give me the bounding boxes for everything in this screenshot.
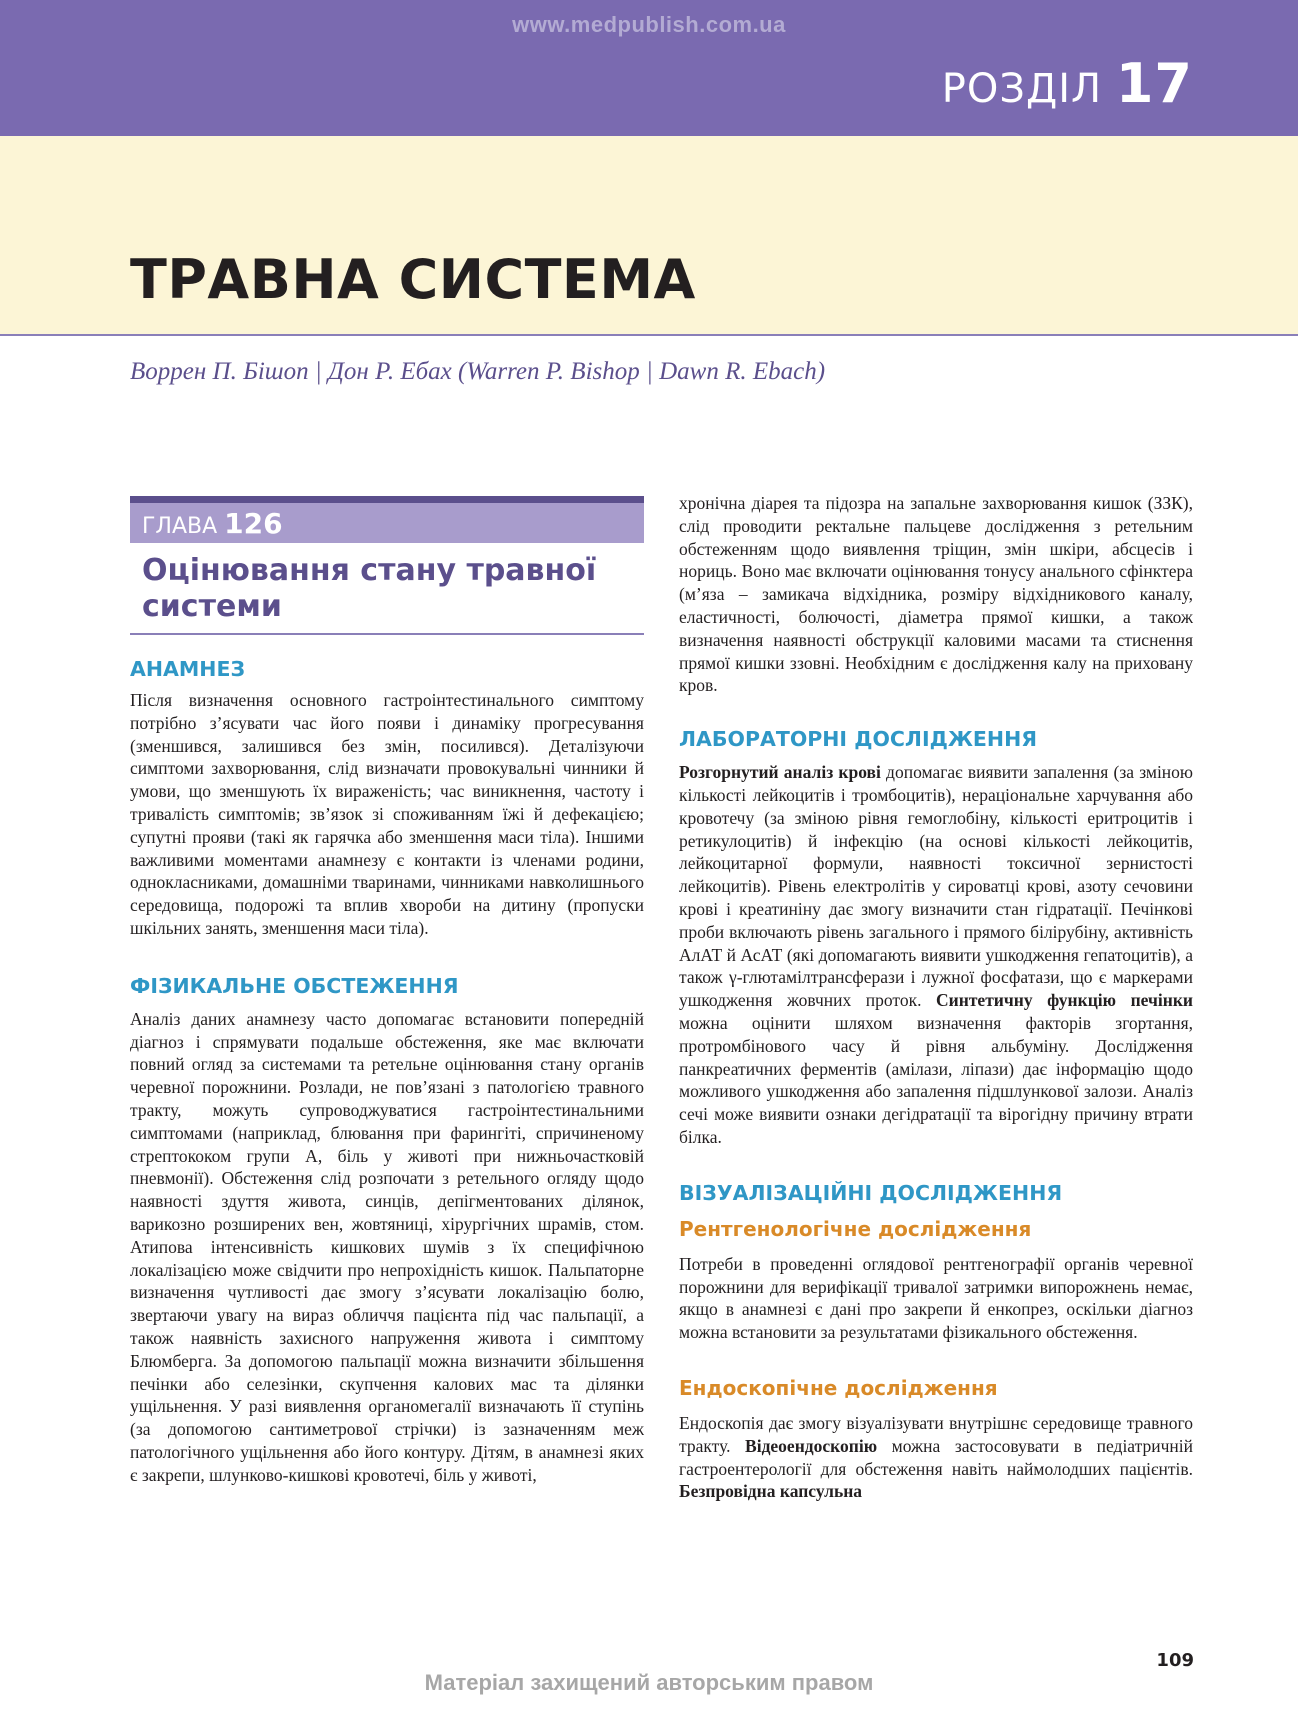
copyright-watermark: Матеріал захищений авторським правом <box>424 1670 874 1695</box>
paragraph-physical-continuation: хронічна діарея та підозра на запальне захворювання кишок (ЗЗК), слід проводити ректальне пальцеве дослідження з ретельним обстеженням щодо виявлення тріщин, змін шкіри, абсцесів і нориць. Воно має включати оцінювання тонусу анального сфінктера (м’яза – замикача відхідника, розміру відхідникового каналу, еластичності, болючості, діаметра прямої кишки, а також визначення наявності обструкції каловими масами та стиснення прямої кишки ззовні. Необхідним є дослідження калу на приховану кров. <box>679 493 1193 696</box>
bold-term: Синтетичну функцію печінки <box>936 990 1193 1011</box>
text-span: можна застосовувати в педіатричній гастроентерології для обстеження навіть наймолодших пацієнтів. <box>679 1435 1193 1479</box>
paragraph-xray: Потреби в проведенні оглядової рентгенографії органів черевної порожнини для верифікації тривалої затримки випорожнень немає, якщо в анамнезі є дані про закрепи й енкопрез, оскільки діагноз можна встановити за результатами фізикального обстеження. <box>679 1253 1193 1343</box>
subheading-xray: Рентгенологічне дослідження <box>679 1216 1032 1241</box>
paragraph-lab <box>679 761 1193 1149</box>
chapter-label: ГЛАВА <box>142 514 218 539</box>
section-heading-lab: ЛАБОРАТОРНІ ДОСЛІДЖЕННЯ <box>679 727 1038 752</box>
section-label <box>942 52 1193 115</box>
chapter-heading: Оцінювання стану травної системи <box>130 543 644 635</box>
text-span: можна оцінити шляхом визначення факторів згортання, протромбінового часу й рівня альбуміну. Дослідження панкреатичних ферментів (амілази, ліпази) дає інформацію щодо можливого ушкодження або запалення підшлункової залози. Аналіз сечі може виявити ознаки дегідратації та вірогідну причину втрати білка. <box>679 1012 1193 1147</box>
bold-term: Безпровідна капсульна <box>679 1481 863 1502</box>
text-span: допомагає виявити запалення (за зміною кількості лейкоцитів і тромбоцитів), нераціональне харчування або кровотечу (за зміною рівня гемоглобіну, кількості еритроцитів і ретикулоцитів) й інфекцію (на основі кількості лейкоцитів, лейкоцитарної формули, наявності токсичної зернистості лейкоцитів). Рівень електролітів у сироватці крові, азоту сечовини крові і креатиніну дає змогу визначити стан гідратації. Печінкові проби включають рівень загального і прямого білірубіну, активність АлАТ й АсАТ (які допомагають виявити ушкодження гепатоцитів), а також γ-глютамілтрансферази і лужної фосфатази, що є маркерами ушкодження жовчних проток. <box>679 762 1193 1011</box>
chapter-title: ТРАВНА СИСТЕМА <box>130 248 696 311</box>
authors: Воррен П. Бішоп | Дон Р. Ебах (Warren P. Bishop | Dawn R. Ebach) <box>130 358 826 385</box>
subheading-endoscopy: Ендоскопічне дослідження <box>679 1375 998 1400</box>
bold-term: Відеоендоскопію <box>745 1435 878 1456</box>
paragraph-physical: Аналіз даних анамнезу часто допомагає встановити попередній діагноз і спрямувати подальше обстеження, яке має включати повний огляд за системами та ретельне оцінювання стану органів черевної порожнини. Розлади, не пов’язані з патологією травного тракту, можуть супроводжуватися гастроінтестинальними симптомами (наприклад, блювання при фарингіті, спричиненому стрептококом групи А, біль у животі при нижньочастковій пневмонії). Обстеження слід розпочати з ретельного огляду щодо наявності здуття живота, синців, депігментованих ділянок, варикозно розширених вен, жовтяниці, хірургічних шрамів, стом. Атипова інтенсивність кишкових шумів з їх специфічною локалізацією може свідчити про непрохідність кишок. Пальпаторне визначення чутливості дає змогу з’ясувати локалізацію болю, звертаючи увагу на вираз обличчя пацієнта під час пальпації, а також наявність захисного напруження живота і симптому Блюмберга. За допомогою пальпації можна визначити збільшення печінки або селезінки, скупчення калових мас та ділянки ущільнення. У разі виявлення органомегалії визначають її ступінь (за допомогою сантиметрової стрічки) із зазначенням меж патологічного ущільнення або його контуру. Дітям, в анамнезі яких є закрепи, шлунково-кишкові кровотечі, біль у животі, <box>130 1008 644 1485</box>
right-column <box>679 492 1193 1503</box>
paragraph-anamnesis: Після визначення основного гастроінтестинального симптому потрібно з’ясувати час його появи і динаміку прогресування (зменшився, залишився без змін, посилився). Деталізуючи симптоми захворювання, слід визначати провокувальні чинники й умови, що зменшують їх вираженість; час виникнення, частоту і тривалість симптомів; зв’язок зі споживанням їжі й дефекацією; супутні прояви (такі як гарячка або зменшення маси тіла). Іншими важливими моментами анамнезу є контакти із членами родини, однокласниками, домашніми тваринами, чинниками навколишнього середовища, подорожі та вплив хвороби на дитину (пропуски шкільних занять, зменшення маси тіла). <box>130 690 644 938</box>
section-number: 17 <box>1115 52 1193 115</box>
chapter-number: 126 <box>224 507 283 540</box>
section-heading-physical: ФІЗИКАЛЬНЕ ОБСТЕЖЕННЯ <box>130 973 459 998</box>
chapter-box-bar <box>130 496 644 503</box>
watermark-url: www.medpublish.com.ua <box>512 12 786 37</box>
paragraph-endoscopy <box>679 1412 1193 1503</box>
left-column <box>130 496 644 1487</box>
section-heading-anamnesis: АНАМНЕЗ <box>130 657 246 681</box>
text-span: Ендоскопія дає змогу візуалізувати внутрішнє середовище травного тракту. <box>679 1412 1193 1456</box>
bold-term: Розгорнутий аналіз крові <box>679 762 881 783</box>
page-number: 109 <box>1156 1650 1194 1671</box>
section-label-text: РОЗДІЛ <box>941 66 1103 112</box>
section-heading-imaging: ВІЗУАЛІЗАЦІЙНІ ДОСЛІДЖЕННЯ <box>679 1180 1063 1205</box>
chapter-box <box>130 503 644 543</box>
